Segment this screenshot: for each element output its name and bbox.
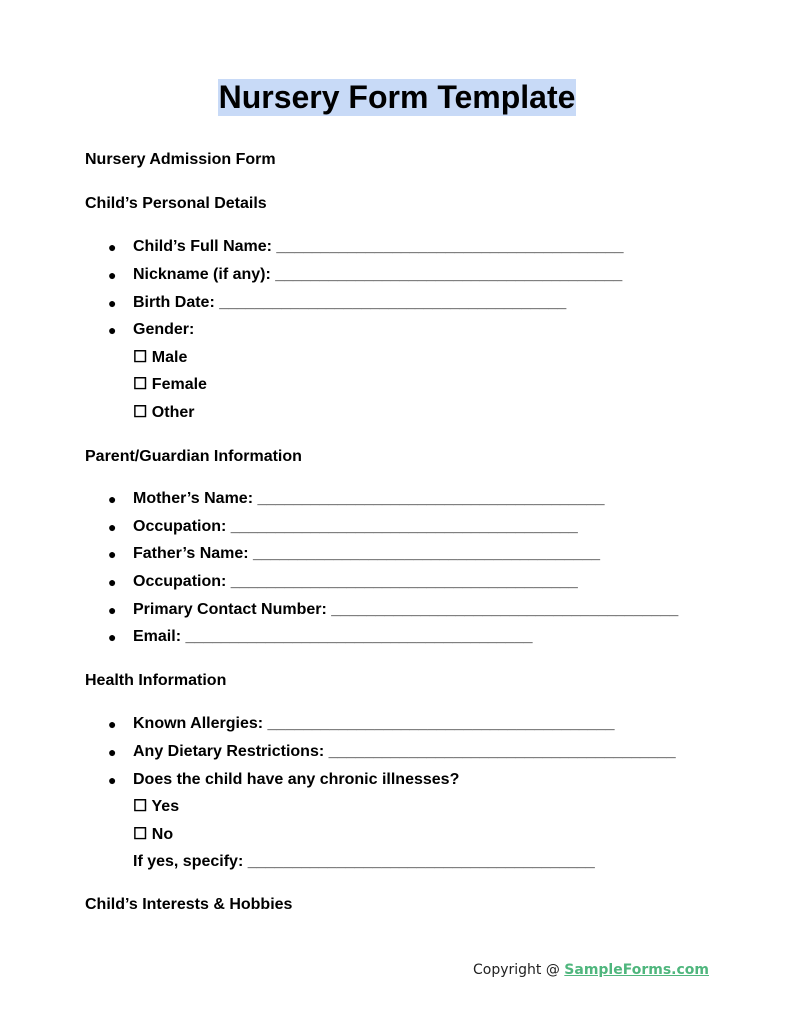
checkbox-no: ☐ No: [133, 826, 174, 843]
field-email: Email: _______________________________________: [133, 628, 533, 645]
field-mother-name: Mother’s Name: _______________________________________: [133, 490, 605, 507]
page-title: Nursery Form Template: [218, 79, 576, 115]
checkbox-female: ☐ Female: [133, 376, 207, 393]
section-heading-health-info: Health Information: [85, 672, 227, 689]
bullet-icon: ●: [108, 491, 117, 507]
bullet-icon: ●: [108, 744, 117, 760]
field-chronic-illness: Does the child have any chronic illnesses?: [133, 771, 460, 788]
field-child-full-name: Child’s Full Name: _______________________________________: [133, 238, 624, 255]
copyright-text: Copyright @: [472, 962, 565, 978]
section-heading-child-details: Child’s Personal Details: [85, 195, 267, 212]
bullet-icon: ●: [108, 322, 117, 338]
section-heading-parent-info: Parent/Guardian Information: [85, 448, 302, 465]
form-title: Nursery Admission Form: [85, 151, 276, 168]
brand-link[interactable]: SampleForms.com: [564, 962, 709, 978]
field-birth-date: Birth Date: _______________________________________: [133, 294, 567, 311]
field-gender: Gender:: [133, 321, 195, 338]
bullet-icon: ●: [108, 772, 117, 788]
section-heading-interests: Child’s Interests & Hobbies: [85, 896, 293, 913]
bullet-icon: ●: [108, 574, 117, 590]
bullet-icon: ●: [108, 519, 117, 535]
checkbox-yes: ☐ Yes: [133, 798, 180, 815]
checkbox-male: ☐ Male: [133, 349, 188, 366]
field-primary-contact: Primary Contact Number: _______________________________________: [133, 601, 679, 618]
bullet-icon: ●: [108, 602, 117, 618]
field-dietary: Any Dietary Restrictions: _______________________________________: [133, 743, 676, 760]
field-father-occupation: Occupation: _______________________________________: [133, 573, 578, 590]
bullet-icon: ●: [108, 716, 117, 732]
field-specify: If yes, specify: _______________________________________: [133, 853, 595, 870]
bullet-icon: ●: [108, 267, 117, 283]
checkbox-other: ☐ Other: [133, 404, 195, 421]
field-allergies: Known Allergies: _______________________________________: [133, 715, 615, 732]
field-father-name: Father’s Name: _______________________________________: [133, 545, 601, 562]
bullet-icon: ●: [108, 546, 117, 562]
bullet-icon: ●: [108, 629, 117, 645]
title-wrapper: [0, 79, 794, 116]
footer-copyright: [473, 961, 709, 979]
field-nickname: Nickname (if any): _______________________________________: [133, 266, 623, 283]
bullet-icon: ●: [108, 295, 117, 311]
field-mother-occupation: Occupation: _______________________________________: [133, 518, 578, 535]
bullet-icon: ●: [108, 239, 117, 255]
